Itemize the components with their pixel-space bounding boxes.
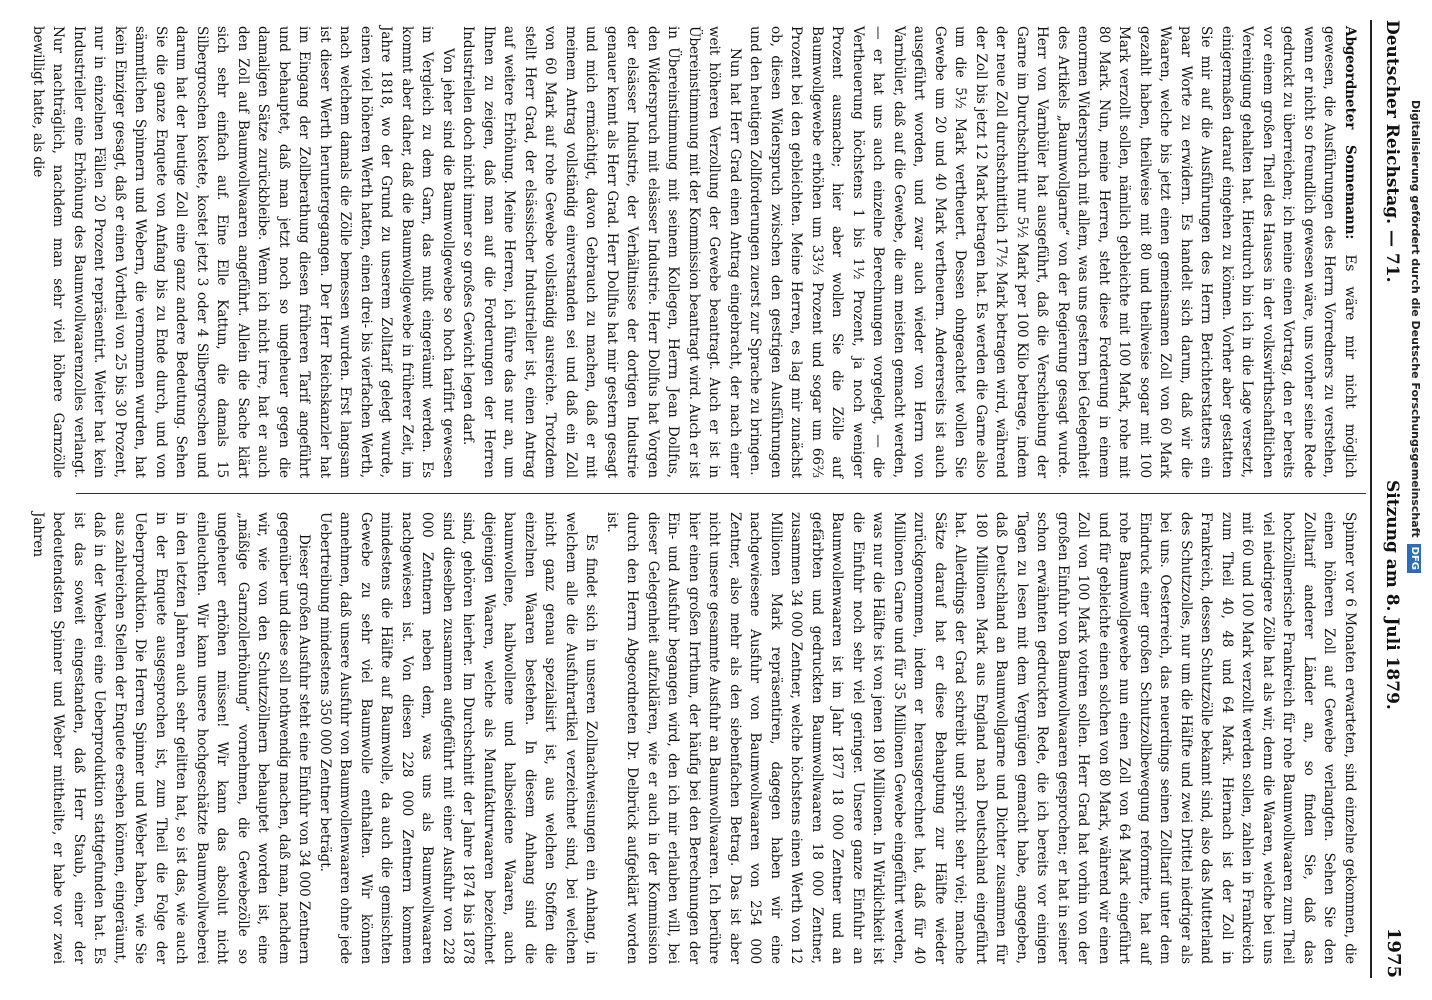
paragraph: Nun hat Herr Grad einen Antrag eingebracht, der nach einer weit höheren Verzollung der Gewebe beantragt. Auch er ist in Übereinstimmung mit der Kommission beantragt wird. Auch er ist in Übereinstimmung mit seinem Kollegen, Herrn Jean Dollfus, den Widerspruch mit elsässer Industrie. Herr Dollfus hat Vorgen der elsässer Industrie, der Verhältnisse der dortigen Industrie genauer kennt als Herr Grad. Herr Dollfus hat mir gestern gesagt und mich ermächtigt, davon Gebrauch zu machen, daß er mit meinem Antrag vollständig einverstanden sei und daß ein Zoll von 60 Mark auf rohe Gewebe vollständig ausreiche. Trotzdem stellt Herr Grad, der elsässischer Industrieller ist, einen Antrag auf weitere Erhöhung. Meine Herren, ich führe das nur an, um Ihnen zu zeigen, daß man auf die Forderungen der Herren Industriellen doch nicht immer so großes Gewicht legen darf. <box>460 26 743 478</box>
page-header <box>1370 20 1406 978</box>
speaker-name: Abgeordneter Sonnemann: <box>1342 26 1358 240</box>
paragraph: Dieser großen Ausfuhr steht eine Einfuhr von 34 000 Zentnern gegenüber und diese soll nothwendig machen, daß man, nachdem wir, wie von den Schutzzöllnern behauptet worden ist, eine „mäßige Garnzollerhöhung“ vornehmen, die Gewebezölle so ungeheuer erhöhen müssen! Wir kann das absolut nicht einleuchten. Wir kann unsere hochgeschätzte Baumwollweberei in den letzten Jahren auch sehr gelitten hat, so ist das, wie auch in der Enquete ausgesprochen ist, zum Theil die Folge der Ueberproduktion. Die Herren Spinner und Weber haben, wie Sie aus zahlreichen Stellen der Enquete ersehen können, eingeräumt, daß in der Weberei eine Ueberproduktion stattgefunden hat. Es ist das soweit eingestanden, daß Herr Staub, einer der bedeutendsten Spinner und Weber mittheilte, er habe vor zwei Jahren <box>30 512 313 964</box>
page-number: 1975 <box>1383 927 1404 978</box>
digitization-credit <box>1406 100 1424 1000</box>
session-date: Sitzung am 8. Juli 1879. <box>1382 480 1402 710</box>
column-divider <box>76 493 1366 494</box>
right-column <box>30 512 1360 964</box>
header-title: Deutscher Reichstag. — 71. <box>1382 20 1402 283</box>
dfg-logo: DFG <box>1407 544 1421 573</box>
paragraph: Es findet sich in unseren Zollnachweisungen ein Anhang, in welchem alle die Ausfuhrartikel verzeichnet sind, bei welchen nicht ganz genau spezialisirt ist, aus welchen Stoffen die einzelnen Waaren bestehen. In diesem Anhang sind die baumwollene, halbwollene und halbseidene Waaren, auch diejenigen Waaren, welche als Manufakturwaaren bezeichnet sind, gehören hierher. Im Durchschnitt der Jahre 1874 bis 1878 sind dieselben zusammen aufgeführt mit einer Ausfuhr von 228 000 Zentnern neben dem, was uns als Baumwollwaaren nachgewiesen ist. Von diesen 228 000 Zentnern kommen mindestens die Hälfte auf Baumwolle, da auch die gemischten Gewebe zu sehr viel Baumwolle enthalten. Wir können annehmen, daß unsere Ausfuhr von Baumwollenwaaren ohne jede Uebertreibung mindestens 350 000 Zentner beträgt. <box>317 512 600 964</box>
credit-text: Digitalisierung gefördert durch die Deutsche Forschungsgemeinschaft <box>1409 100 1422 538</box>
paragraph: Von jeher sind die Baumwollgewebe so hoch tarifirt gewesen im Vergleich zu dem Garn, das mußt eingeräumt werden. Es kommt aber daher, daß die Baumwollgewebe in früherer Zeit, im Jahre 1818, wo der Grund zu unserem Zolltarif gelegt wurde, einen viel höheren Werth hatten, einen drei- bis vierfachen Werth, nach welchem damals die Zölle bemessen wurden. Erst langsam ist dieser Werth heruntergegangen. Der Herr Reichskanzler hat im Eingang der Zollberathung diesen früheren Tarif angeführt und behauptet, daß man jetzt noch so ungeheuer gegen die damaligen Sätze zurückbleibe. Wenn ich nicht irre, hat er auch den Zoll auf Baumwollwaaren angeführt. Allein die Sache klärt sich sehr einfach auf. Eine Elle Kattun, die damals 15 Silbergroschen kostete, kostet jetzt 3 oder 4 Silbergroschen und darum hat der heutige Zoll eine ganz andere Bedeutung. Sehen Sie die ganze Enquete von Anfang bis zu Ende durch, und von sämmtlichen Spinnern und Webern, die vernommen wurden, hat kein Einziger gesagt, daß er einen Vortheil von 25 bis 30 Prozent, nur in einzelnen Fällen 20 Prozent repräsentirt. Weiter hat kein Industrieller eine Erhöhung des Baumwollwaarenzolles verlangt. Nur nachträglich, nachdem man sehr viel höhere Garnzölle bewilligt hatte, als die <box>30 26 456 478</box>
paragraph-text: Es wäre mir nicht möglich gewesen, die Ausführungen des Herrn Vorredners zu verstehen, wenn er nicht so freundlich gewesen wäre, uns vorher seine Rede gedruckt zu überreichen; ich meine einen Vortrag, den er bereits vor einem großen Theil des Hauses in der volkswirthschaftlichen Vereinigung gehalten hat. Hierdurch bin ich in die Lage versetzt, einigermaßen darauf eingehen zu können. Vorher aber gestatten Sie mir auf die Ausführungen des Herrn Berichterstatters ein paar Worte zu erwidern. Es handelt sich darum, daß wir die Waaren, welche bis jetzt einen gemeinsamen Zoll von 60 Mark gezahlt haben, theilweise mit 80 und theilweise sogar mit 100 Mark verzollt sollen, nämlich gebleichte mit 100 Mark, rohe mit 80 Mark. Nun, meine Herren, steht diese Forderung in einem enormen Widerspruch mit allem, was uns gestern bei Gelegenheit des Artikels „Baumwollgarne“ von der Regierung gesagt wurde. Herr von Varnbüler hat ausgeführt, daß die Verschiebung der Garne im Durchschnitt nur 5½ Mark per 100 Kilo betrage, indem der neue Zoll durchschnittlich 17½ Mark betragen wird, während der Zoll bis jetzt 12 Mark betragen hat. Es werden die Garne also um die 5½ Mark vertheuert. Dessen ohngeachtet wollen Sie Gewebe um 20 und 40 Mark vertheuern. Andererseits ist auch ausgeführt worden, und zwar auch wieder von Herrn von Varnbüler, daß auf die Gewebe, die am meisten gemacht werden, — er hat uns auch einzelne Berechnungen vorgelegt, — die Vertheuerung höchstens 1 bis 1½ Prozent, ja noch weniger Prozent ausmache; hier aber wollen Sie die Zölle auf Baumwollgewebe erhöhen um 33⅓ Prozent und sogar um 66⅔ Prozent bei den gebleichten. Meine Herren, es lag mir zunächst ob, diesen Widerspruch zwischen den gestrigen Ausführungen und den heutigen Zollforderungen zuerst zur Sprache zu bringen. <box>747 26 1358 478</box>
paragraph: Spinner vor 6 Monaten erwarteten, sind einzelne gekommen, die einen höheren Zoll auf Gewebe verlangten. Sehen Sie den Zolltarif anderer Länder an, so finden Sie, daß das hochzöllnerische Frankreich für rohe Baumwollwaaren zum Theil viel niedrigere Zölle hat als wir, denn die Waaren, welche bei uns mit 60 und 100 Mark verzollt werden sollen, zahlen in Frankreich zum Theil 40, 48 und 64 Mark. Hiernach ist der Zoll in Frankreich, dessen Schutzzölle bekannt sind, also das Mutterland des Schutzzolles, nur um die Hälfte und zwei Drittel niedriger als bei uns. Oesterreich, das neuerdings seinen Zolltarif unter dem Eindruck einer großen Schutzzollbewegung reformirte, hat auf rohe Baumwollgewebe nun einen Zoll von 64 Mark eingeführt und für gebleichte einen solchen von 80 Mark, während wir einen Zoll von 100 Mark votiren sollen. Herr Grad hat vorhin von der großen Einfuhr von Baumwollwaaren gesprochen; er hat in seiner schon erwähnten gedruckten Rede, die ich bereits vor einigen Tagen zu lesen mit dem Vergnügen gemacht habe, angegeben, daß Deutschland an Baumwollgarne und Dichter zusammen für 180 Millionen Mark aus England nach Deutschland eingeführt hat. Allerdings der Grad schreibt und spricht sehr viel; manche Sätze darauf hat er diese Behauptung zur Hälfte wieder zurückgenommen, indem er herausgerechnet hat, daß für 40 Millionen Garne und für 35 Millionen Gewebe eingeführt werden, was nur die Hälfte ist von jenen 180 Millionen. In Wirklichkeit ist die Einfuhr noch sehr viel geringer. Unsere ganze Einfuhr an Baumwollenwaaren ist im Jahr 1877 18 000 Zentner und an gefärbten und gedruckten Baumwollwaaren 18 000 Zentner, zusammen 34 000 Zentner, welche höchstens einen Werth von 12 Millionen Mark repräsentiren, dagegen haben wir eine nachgewiesene Ausfuhr von Baumwollwaaren von 254 000 Zentner, also mehr als den siebenfachen Betrag. Das ist aber nicht unsere gesammte Ausfuhr an Baumwollwaaren. Ich berühre hier einen großen Irrthum, der häufig bei den Berechnungen der Ein- und Ausfuhr begangen wird, den ich mir erlauben will, bei dieser Gelegenheit aufzuklären, wie er auch in der Kommission durch den Herrn Abgeordneten Dr. Delbrück aufgeklärt worden ist. <box>604 512 1358 964</box>
left-column <box>30 26 1360 478</box>
paragraph <box>745 26 1360 478</box>
